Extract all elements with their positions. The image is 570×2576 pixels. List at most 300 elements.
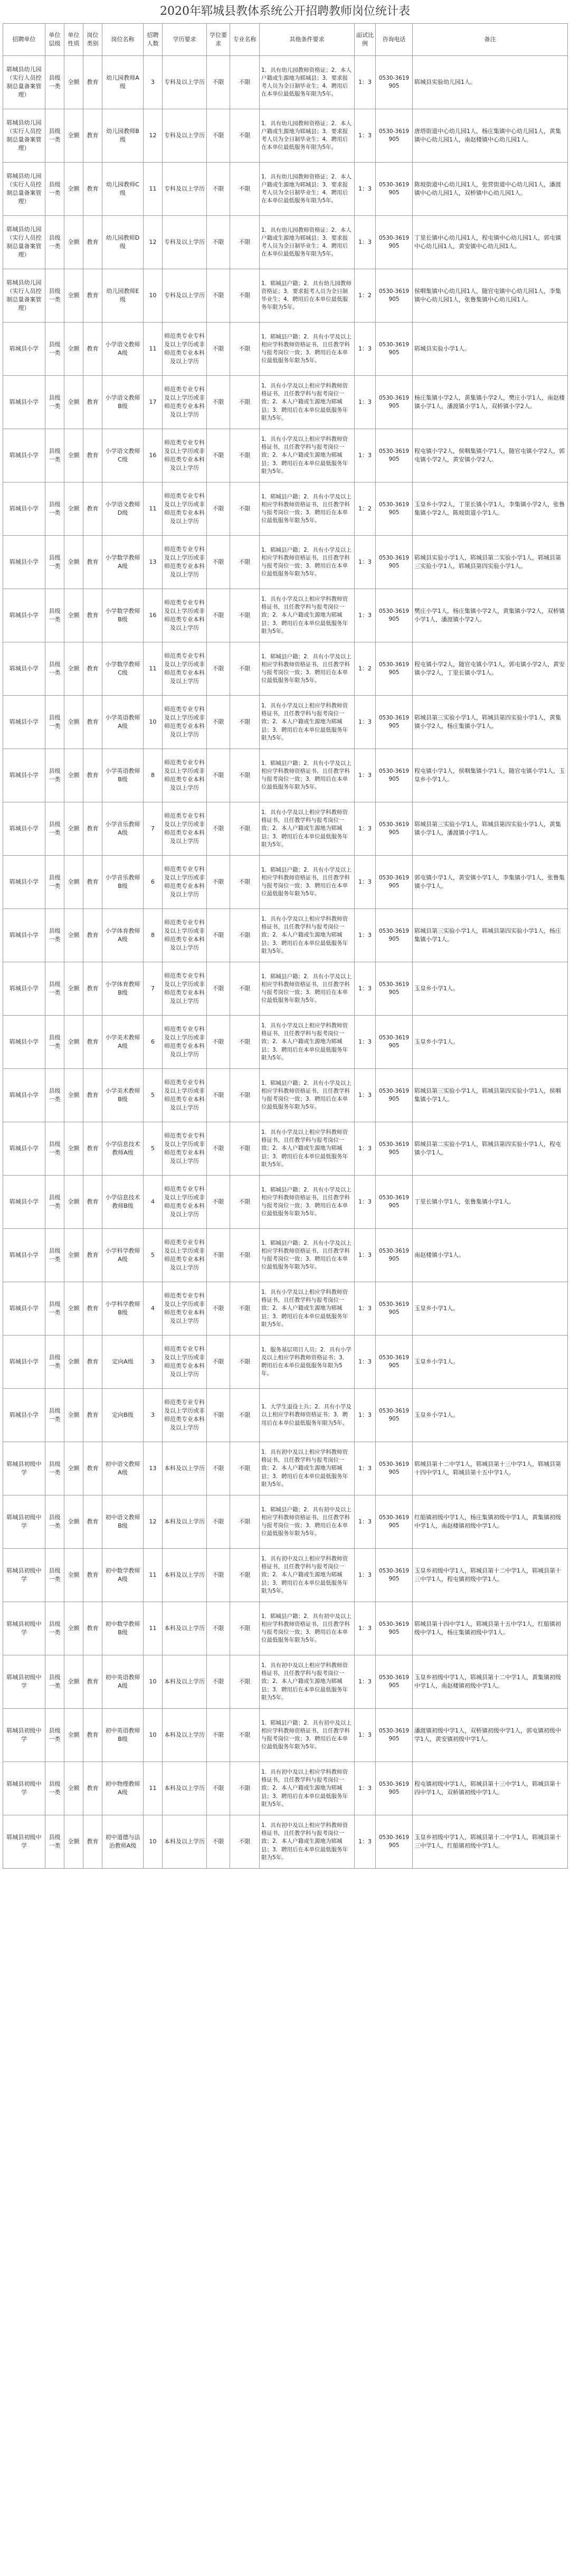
level-cell: 县级一类: [45, 1602, 64, 1655]
category-cell: 教育: [83, 856, 102, 909]
degree-cell: 不限: [207, 1282, 230, 1336]
education-cell: 师范类专业专科及以上学历或非师范类专业本科及以上学历: [163, 323, 207, 376]
column-header: 其他条件要求: [260, 24, 355, 56]
interview-ratio-cell: 1：3: [355, 1069, 376, 1122]
column-header: 面试比例: [355, 24, 376, 56]
unit-cell: 郓城县小学: [3, 482, 45, 536]
nature-cell: 全额: [64, 1495, 83, 1549]
level-cell: 县级一类: [45, 216, 64, 269]
remarks-cell: 程屯镇小学1人，侯咽集镇小学1人，随官屯镇小学1人，玉皇乡小学1人。: [413, 749, 568, 802]
interview-ratio-cell: 1：3: [355, 1602, 376, 1655]
phone-cell: 0530-3619905: [376, 1815, 413, 1869]
degree-cell: 不限: [207, 802, 230, 856]
remarks-cell: 郓城县第十四中学1人，郓城县第十五中学1人，红船镇初级中学1人，杨庄集镇初级中学1人。: [413, 1602, 568, 1655]
table-row: [3, 1762, 568, 1815]
degree-cell: 不限: [207, 56, 230, 109]
remarks-cell: 侯咽集镇中心幼儿园1人，随官屯镇中心幼儿园1人，李集镇中心幼儿园1人，张鲁集镇中心幼儿园1人。: [413, 269, 568, 323]
interview-ratio-cell: 1：2: [355, 482, 376, 536]
table-row: [3, 482, 568, 536]
degree-cell: 不限: [207, 589, 230, 642]
category-cell: 教育: [83, 1495, 102, 1549]
degree-cell: 不限: [207, 163, 230, 216]
nature-cell: 全额: [64, 1282, 83, 1336]
phone-cell: 0530-3619905: [376, 323, 413, 376]
education-cell: 师范类专业专科及以上学历或非师范类专业本科及以上学历: [163, 1016, 207, 1069]
education-cell: 师范类专业专科及以上学历或非师范类专业本科及以上学历: [163, 482, 207, 536]
headcount-cell: 12: [144, 109, 163, 163]
requirements-cell: 1．郓城县户籍；2．具有小学及以上相应学科教师资格证书，且任教学科与报考岗位一致；3．聘用后在本单位最低服务年限为5年。: [260, 856, 355, 909]
headcount-cell: 13: [144, 536, 163, 589]
post-name-cell: 定向B级: [102, 1389, 144, 1442]
degree-cell: 不限: [207, 216, 230, 269]
column-header: 单位性质: [64, 24, 83, 56]
post-name-cell: 小学信息技术教师B级: [102, 1176, 144, 1229]
interview-ratio-cell: 1：3: [355, 1549, 376, 1602]
nature-cell: 全额: [64, 856, 83, 909]
nature-cell: 全额: [64, 323, 83, 376]
table-header-row: [3, 24, 568, 56]
nature-cell: 全额: [64, 1122, 83, 1176]
remarks-cell: 樊庄小学1人，杨庄集镇小学2人，黄集镇小学2人，双桥镇小学1人，潘渡镇小学2人。: [413, 589, 568, 642]
major-cell: 不限: [230, 376, 260, 429]
interview-ratio-cell: 1：3: [355, 1442, 376, 1495]
phone-cell: 0530-3619905: [376, 802, 413, 856]
level-cell: 县级一类: [45, 429, 64, 482]
nature-cell: 全额: [64, 109, 83, 163]
table-row: [3, 1549, 568, 1602]
degree-cell: 不限: [207, 962, 230, 1016]
level-cell: 县级一类: [45, 642, 64, 696]
nature-cell: 全额: [64, 589, 83, 642]
education-cell: 本科及以上学历: [163, 1709, 207, 1762]
education-cell: 师范类专业专科及以上学历或非师范类专业本科及以上学历: [163, 1282, 207, 1336]
remarks-cell: 潘渡镇初级中学1人，双桥镇初级中学1人，郭屯镇初级中学1人，黄安镇初级中学1人。: [413, 1709, 568, 1762]
education-cell: 专科及以上学历: [163, 269, 207, 323]
education-cell: 师范类专业专科及以上学历或非师范类专业本科及以上学历: [163, 589, 207, 642]
requirements-cell: 1．具有初中及以上相应学科教师资格证书，且任教学科与报考岗位一致；2．本人户籍或生源地为郓城县；3．聘用后在本单位最低服务年限为5年。: [260, 1762, 355, 1815]
category-cell: 教育: [83, 1229, 102, 1282]
interview-ratio-cell: 1：3: [355, 856, 376, 909]
column-header: 备注: [413, 24, 568, 56]
table-row: [3, 1389, 568, 1442]
major-cell: 不限: [230, 323, 260, 376]
requirements-cell: 1．具有小学及以上相应学科教师资格证书，且任教学科与报考岗位一致；2．本人户籍或生源地为郓城县；3．聘用后在本单位最低服务年限为5年。: [260, 696, 355, 749]
headcount-cell: 5: [144, 1229, 163, 1282]
post-name-cell: 初中物理教师A级: [102, 1762, 144, 1815]
post-name-cell: 小学英语教师A级: [102, 696, 144, 749]
phone-cell: 0530-3619905: [376, 696, 413, 749]
education-cell: 师范类专业专科及以上学历或非师范类专业本科及以上学历: [163, 802, 207, 856]
column-header: 岗位类别: [83, 24, 102, 56]
major-cell: 不限: [230, 269, 260, 323]
degree-cell: 不限: [207, 1549, 230, 1602]
category-cell: 教育: [83, 589, 102, 642]
major-cell: 不限: [230, 909, 260, 962]
headcount-cell: 11: [144, 1762, 163, 1815]
remarks-cell: 郓城县实验幼儿园1人。: [413, 56, 568, 109]
post-name-cell: 初中英语教师A级: [102, 1655, 144, 1709]
phone-cell: 0530-3619905: [376, 962, 413, 1016]
remarks-cell: 丁里长镇中心幼儿园1人，程屯镇中心幼儿园1人，郭屯镇中心幼儿园1人，黄安镇中心幼儿园1人。: [413, 216, 568, 269]
category-cell: 教育: [83, 482, 102, 536]
post-name-cell: 小学语文教师B级: [102, 376, 144, 429]
unit-cell: 郓城县幼儿园（实行人员控制总量备案管理）: [3, 163, 45, 216]
nature-cell: 全额: [64, 642, 83, 696]
table-row: [3, 1495, 568, 1549]
education-cell: 师范类专业专科及以上学历或非师范类专业本科及以上学历: [163, 962, 207, 1016]
table-row: [3, 536, 568, 589]
level-cell: 县级一类: [45, 163, 64, 216]
level-cell: 县级一类: [45, 1709, 64, 1762]
column-header: 单位层级: [45, 24, 64, 56]
post-name-cell: 小学美术教师B级: [102, 1069, 144, 1122]
post-name-cell: 小学信息技术教师A级: [102, 1122, 144, 1176]
recruitment-table: [3, 23, 568, 1869]
nature-cell: 全额: [64, 376, 83, 429]
degree-cell: 不限: [207, 1069, 230, 1122]
degree-cell: 不限: [207, 1389, 230, 1442]
degree-cell: 不限: [207, 376, 230, 429]
table-body: [3, 56, 568, 1869]
major-cell: 不限: [230, 1282, 260, 1336]
major-cell: 不限: [230, 802, 260, 856]
post-name-cell: 初中语文教师B级: [102, 1495, 144, 1549]
major-cell: 不限: [230, 1655, 260, 1709]
remarks-cell: 郓城县实验小学1人，郓城县第二实验小学1人，郓城县第三实验小学1人，郓城县第四实验小学1人。: [413, 536, 568, 589]
major-cell: 不限: [230, 1229, 260, 1282]
nature-cell: 全额: [64, 1389, 83, 1442]
category-cell: 教育: [83, 163, 102, 216]
major-cell: 不限: [230, 642, 260, 696]
category-cell: 教育: [83, 1602, 102, 1655]
education-cell: 师范类专业专科及以上学历或非师范类专业本科及以上学历: [163, 909, 207, 962]
level-cell: 县级一类: [45, 909, 64, 962]
table-row: [3, 1016, 568, 1069]
degree-cell: 不限: [207, 1815, 230, 1869]
nature-cell: 全额: [64, 1655, 83, 1709]
remarks-cell: 玉皇乡初级中学1人，郓城县第十二中学1人，郓城县第十三中学1人，程屯镇初级中学1人。: [413, 1549, 568, 1602]
page-title: 2020年郓城县教体系统公开招聘教师岗位统计表: [160, 5, 410, 18]
headcount-cell: 10: [144, 1815, 163, 1869]
interview-ratio-cell: 1：3: [355, 749, 376, 802]
requirements-cell: 1．郓城县户籍；2．具有小学及以上相应学科教师资格证书，且任教学科与报考岗位一致；3．聘用后在本单位最低服务年限为5年。: [260, 1229, 355, 1282]
interview-ratio-cell: 1：3: [355, 1229, 376, 1282]
major-cell: 不限: [230, 1122, 260, 1176]
interview-ratio-cell: 1：3: [355, 163, 376, 216]
table-row: [3, 749, 568, 802]
degree-cell: 不限: [207, 1176, 230, 1229]
post-name-cell: 幼儿园教师D级: [102, 216, 144, 269]
major-cell: 不限: [230, 1069, 260, 1122]
nature-cell: 全额: [64, 749, 83, 802]
degree-cell: 不限: [207, 109, 230, 163]
level-cell: 县级一类: [45, 269, 64, 323]
post-name-cell: 小学数学教师B级: [102, 589, 144, 642]
level-cell: 县级一类: [45, 1389, 64, 1442]
interview-ratio-cell: 1：2: [355, 642, 376, 696]
phone-cell: 0530-3619905: [376, 269, 413, 323]
unit-cell: 郓城县小学: [3, 1176, 45, 1229]
remarks-cell: 郓城县实验小学1人。: [413, 323, 568, 376]
post-name-cell: 小学科学教师B级: [102, 1282, 144, 1336]
category-cell: 教育: [83, 1762, 102, 1815]
phone-cell: 0530-3619905: [376, 429, 413, 482]
headcount-cell: 11: [144, 323, 163, 376]
unit-cell: 郓城县初级中学: [3, 1495, 45, 1549]
phone-cell: 0530-3619905: [376, 482, 413, 536]
nature-cell: 全额: [64, 1336, 83, 1389]
post-name-cell: 小学数学教师C级: [102, 642, 144, 696]
education-cell: 专科及以上学历: [163, 163, 207, 216]
headcount-cell: 13: [144, 1442, 163, 1495]
table-row: [3, 109, 568, 163]
education-cell: 师范类专业专科及以上学历或非师范类专业本科及以上学历: [163, 376, 207, 429]
level-cell: 县级一类: [45, 1336, 64, 1389]
nature-cell: 全额: [64, 1762, 83, 1815]
remarks-cell: 郓城县第三实验小学1人，郓城县第四实验小学1人，黄集镇小学1人，潘渡镇小学1人。: [413, 802, 568, 856]
level-cell: 县级一类: [45, 1549, 64, 1602]
degree-cell: 不限: [207, 642, 230, 696]
requirements-cell: 1．具有初中及以上相应学科教师资格证书，且任教学科与报考岗位一致；2．本人户籍或生源地为郓城县；3．聘用后在本单位最低服务年限为5年。: [260, 1549, 355, 1602]
degree-cell: 不限: [207, 1016, 230, 1069]
nature-cell: 全额: [64, 482, 83, 536]
remarks-cell: 玉皇乡小学1人。: [413, 1389, 568, 1442]
remarks-cell: 丁里长镇小学1人，张鲁集镇小学1人。: [413, 1176, 568, 1229]
headcount-cell: 5: [144, 1069, 163, 1122]
education-cell: 师范类专业专科及以上学历或非师范类专业本科及以上学历: [163, 1389, 207, 1442]
level-cell: 县级一类: [45, 1176, 64, 1229]
post-name-cell: 幼儿园教师A级: [102, 56, 144, 109]
phone-cell: 0530-3619905: [376, 1602, 413, 1655]
remarks-cell: 玉皇乡小学2人，丁里长镇小学1人，李集镇小学2人，张鲁集镇小学2人，陈坡街道小学1人。: [413, 482, 568, 536]
post-name-cell: 小学体育教师A级: [102, 909, 144, 962]
column-header: 招聘人数: [144, 24, 163, 56]
interview-ratio-cell: 1：3: [355, 1016, 376, 1069]
headcount-cell: 11: [144, 1549, 163, 1602]
category-cell: 教育: [83, 1709, 102, 1762]
post-name-cell: 小学语文教师A级: [102, 323, 144, 376]
column-header: 咨询电话: [376, 24, 413, 56]
degree-cell: 不限: [207, 323, 230, 376]
major-cell: 不限: [230, 589, 260, 642]
unit-cell: 郓城县幼儿园（实行人员控制总量备案管理）: [3, 109, 45, 163]
requirements-cell: 1．郓城县户籍；2．具有小学及以上相应学科教师资格证书，且任教学科与报考岗位一致；3．聘用后在本单位最低服务年限为5年。: [260, 962, 355, 1016]
phone-cell: 0530-3619905: [376, 1495, 413, 1549]
unit-cell: 郓城县小学: [3, 323, 45, 376]
category-cell: 教育: [83, 1016, 102, 1069]
nature-cell: 全额: [64, 429, 83, 482]
education-cell: 师范类专业专科及以上学历或非师范类专业本科及以上学历: [163, 749, 207, 802]
degree-cell: 不限: [207, 1442, 230, 1495]
education-cell: 师范类专业专科及以上学历或非师范类专业本科及以上学历: [163, 429, 207, 482]
interview-ratio-cell: 1：3: [355, 1122, 376, 1176]
level-cell: 县级一类: [45, 962, 64, 1016]
headcount-cell: 11: [144, 642, 163, 696]
degree-cell: 不限: [207, 1762, 230, 1815]
major-cell: 不限: [230, 1389, 260, 1442]
unit-cell: 郓城县初级中学: [3, 1602, 45, 1655]
phone-cell: 0530-3619905: [376, 109, 413, 163]
requirements-cell: 1．郓城县户籍；2．具有小学及以上相应学科教师资格证书，且任教学科与报考岗位一致；3．聘用后在本单位最低服务年限为5年。: [260, 1069, 355, 1122]
education-cell: 师范类专业专科及以上学历或非师范类专业本科及以上学历: [163, 856, 207, 909]
level-cell: 县级一类: [45, 749, 64, 802]
phone-cell: 0530-3619905: [376, 856, 413, 909]
headcount-cell: 3: [144, 56, 163, 109]
nature-cell: 全额: [64, 1442, 83, 1495]
table-row: [3, 1655, 568, 1709]
requirements-cell: 1．具有幼儿园教师资格证；2．本人户籍或生源地为郓城县；3．要求报考人员为全日制毕业生；4．聘用后在本单位最低服务年限为5年。: [260, 109, 355, 163]
major-cell: 不限: [230, 1016, 260, 1069]
major-cell: 不限: [230, 1762, 260, 1815]
unit-cell: 郓城县小学: [3, 909, 45, 962]
nature-cell: 全额: [64, 1069, 83, 1122]
unit-cell: 郓城县小学: [3, 1122, 45, 1176]
level-cell: 县级一类: [45, 1282, 64, 1336]
interview-ratio-cell: 1：2: [355, 269, 376, 323]
major-cell: 不限: [230, 1336, 260, 1389]
remarks-cell: 陈坡街道中心幼儿园1人，张营街道中心幼儿园1人，潘渡镇中心幼儿园1人，双桥镇中心幼儿园1人。: [413, 163, 568, 216]
category-cell: 教育: [83, 216, 102, 269]
phone-cell: 0530-3619905: [376, 1655, 413, 1709]
table-row: [3, 802, 568, 856]
requirements-cell: 1．郓城县户籍；2．具有小学及以上相应学科教师资格证书，且任教学科与报考岗位一致；3．聘用后在本单位最低服务年限为5年。: [260, 536, 355, 589]
phone-cell: 0530-3619905: [376, 536, 413, 589]
interview-ratio-cell: 1：3: [355, 56, 376, 109]
headcount-cell: 12: [144, 1495, 163, 1549]
education-cell: 本科及以上学历: [163, 1655, 207, 1709]
category-cell: 教育: [83, 749, 102, 802]
degree-cell: 不限: [207, 909, 230, 962]
education-cell: 专科及以上学历: [163, 56, 207, 109]
post-name-cell: 小学美术教师A级: [102, 1016, 144, 1069]
major-cell: 不限: [230, 749, 260, 802]
remarks-cell: 红船镇初级中学1人，杨庄集镇初级中学1人，黄集镇初级中学1人，南赵楼镇初级中学1人。: [413, 1495, 568, 1549]
post-name-cell: 初中数学教师A级: [102, 1549, 144, 1602]
table-row: [3, 269, 568, 323]
category-cell: 教育: [83, 1336, 102, 1389]
table-row: [3, 1602, 568, 1655]
headcount-cell: 7: [144, 802, 163, 856]
unit-cell: 郓城县初级中学: [3, 1762, 45, 1815]
level-cell: 县级一类: [45, 109, 64, 163]
remarks-cell: 玉皇乡小学1人。: [413, 962, 568, 1016]
interview-ratio-cell: 1：3: [355, 909, 376, 962]
post-name-cell: 幼儿园教师E级: [102, 269, 144, 323]
table-row: [3, 1709, 568, 1762]
unit-cell: 郓城县小学: [3, 962, 45, 1016]
column-header: 招聘单位: [3, 24, 45, 56]
post-name-cell: 小学语文教师C级: [102, 429, 144, 482]
column-header: 岗位名称: [102, 24, 144, 56]
phone-cell: 0530-3619905: [376, 216, 413, 269]
phone-cell: 0530-3619905: [376, 1709, 413, 1762]
remarks-cell: 南赵楼镇小学1人。: [413, 1229, 568, 1282]
category-cell: 教育: [83, 429, 102, 482]
phone-cell: 0530-3619905: [376, 1229, 413, 1282]
unit-cell: 郓城县初级中学: [3, 1709, 45, 1762]
education-cell: 师范类专业专科及以上学历或非师范类专业本科及以上学历: [163, 1336, 207, 1389]
headcount-cell: 16: [144, 589, 163, 642]
interview-ratio-cell: 1：3: [355, 962, 376, 1016]
requirements-cell: 1．郓城县户籍；2．具有初中及以上相应学科教师资格证书，且任教学科与报考岗位一致；3．聘用后在本单位最低服务年限为5年。: [260, 1602, 355, 1655]
education-cell: 师范类专业专科及以上学历或非师范类专业本科及以上学历: [163, 1122, 207, 1176]
unit-cell: 郓城县小学: [3, 749, 45, 802]
column-header: 专业名称: [230, 24, 260, 56]
major-cell: 不限: [230, 56, 260, 109]
headcount-cell: 11: [144, 163, 163, 216]
education-cell: 本科及以上学历: [163, 1815, 207, 1869]
level-cell: 县级一类: [45, 56, 64, 109]
table-row: [3, 962, 568, 1016]
interview-ratio-cell: 1：3: [355, 536, 376, 589]
requirements-cell: 1．具有小学及以上相应学科教师资格证书，且任教学科与报考岗位一致；2．本人户籍或生源地为郓城县；3．聘用后在本单位最低服务年限为5年。: [260, 909, 355, 962]
headcount-cell: 10: [144, 1709, 163, 1762]
headcount-cell: 3: [144, 1389, 163, 1442]
category-cell: 教育: [83, 802, 102, 856]
post-name-cell: 初中数学教师B级: [102, 1602, 144, 1655]
table-row: [3, 1442, 568, 1495]
level-cell: 县级一类: [45, 376, 64, 429]
unit-cell: 郓城县小学: [3, 1336, 45, 1389]
requirements-cell: 1．具有初中及以上相应学科教师资格证书，且任教学科与报考岗位一致；2．本人户籍或生源地为郓城县；3．聘用后在本单位最低服务年限为5年。: [260, 1815, 355, 1869]
column-header: 学历要求: [163, 24, 207, 56]
headcount-cell: 6: [144, 1016, 163, 1069]
post-name-cell: 定向A级: [102, 1336, 144, 1389]
post-name-cell: 小学数学教师A级: [102, 536, 144, 589]
major-cell: 不限: [230, 696, 260, 749]
requirements-cell: 1．具有幼儿园教师资格证；2．本人户籍或生源地为郓城县；3．要求报考人员为全日制毕业生；4．聘用后在本单位最低服务年限为5年。: [260, 56, 355, 109]
level-cell: 县级一类: [45, 323, 64, 376]
headcount-cell: 4: [144, 1176, 163, 1229]
major-cell: 不限: [230, 856, 260, 909]
headcount-cell: 11: [144, 1602, 163, 1655]
remarks-cell: 玉皇乡初级中学1人，郓城县第十二中学1人，黄集镇初级中学1人，南赵楼镇初级中学1人。: [413, 1655, 568, 1709]
phone-cell: 0530-3619905: [376, 749, 413, 802]
level-cell: 县级一类: [45, 536, 64, 589]
education-cell: 本科及以上学历: [163, 1762, 207, 1815]
unit-cell: 郓城县幼儿园（实行人员控制总量备案管理）: [3, 216, 45, 269]
table-row: [3, 1815, 568, 1869]
level-cell: 县级一类: [45, 856, 64, 909]
degree-cell: 不限: [207, 1495, 230, 1549]
requirements-cell: 1．郓城县户籍；2．具有小学及以上相应学科教师资格证书，且任教学科与报考岗位一致；3．聘用后在本单位最低服务年限为5年。: [260, 482, 355, 536]
nature-cell: 全额: [64, 216, 83, 269]
major-cell: 不限: [230, 429, 260, 482]
phone-cell: 0530-3619905: [376, 589, 413, 642]
category-cell: 教育: [83, 1655, 102, 1709]
remarks-cell: 郓城县第三实验小学1人，郓城县第四实验小学1人，黄集镇小学2人，杨庄集镇小学1人。: [413, 696, 568, 749]
unit-cell: 郓城县幼儿园（实行人员控制总量备案管理）: [3, 269, 45, 323]
remarks-cell: 郓城县第二实验小学1人，郓城县第四实验小学1人，程屯镇小学1人。: [413, 1122, 568, 1176]
nature-cell: 全额: [64, 1709, 83, 1762]
nature-cell: 全额: [64, 1815, 83, 1869]
unit-cell: 郓城县小学: [3, 376, 45, 429]
unit-cell: 郓城县小学: [3, 429, 45, 482]
table-row: [3, 589, 568, 642]
category-cell: 教育: [83, 323, 102, 376]
degree-cell: 不限: [207, 429, 230, 482]
major-cell: 不限: [230, 163, 260, 216]
education-cell: 本科及以上学历: [163, 1549, 207, 1602]
nature-cell: 全额: [64, 536, 83, 589]
nature-cell: 全额: [64, 909, 83, 962]
major-cell: 不限: [230, 1442, 260, 1495]
level-cell: 县级一类: [45, 589, 64, 642]
level-cell: 县级一类: [45, 1016, 64, 1069]
category-cell: 教育: [83, 962, 102, 1016]
level-cell: 县级一类: [45, 1122, 64, 1176]
unit-cell: 郓城县初级中学: [3, 1815, 45, 1869]
